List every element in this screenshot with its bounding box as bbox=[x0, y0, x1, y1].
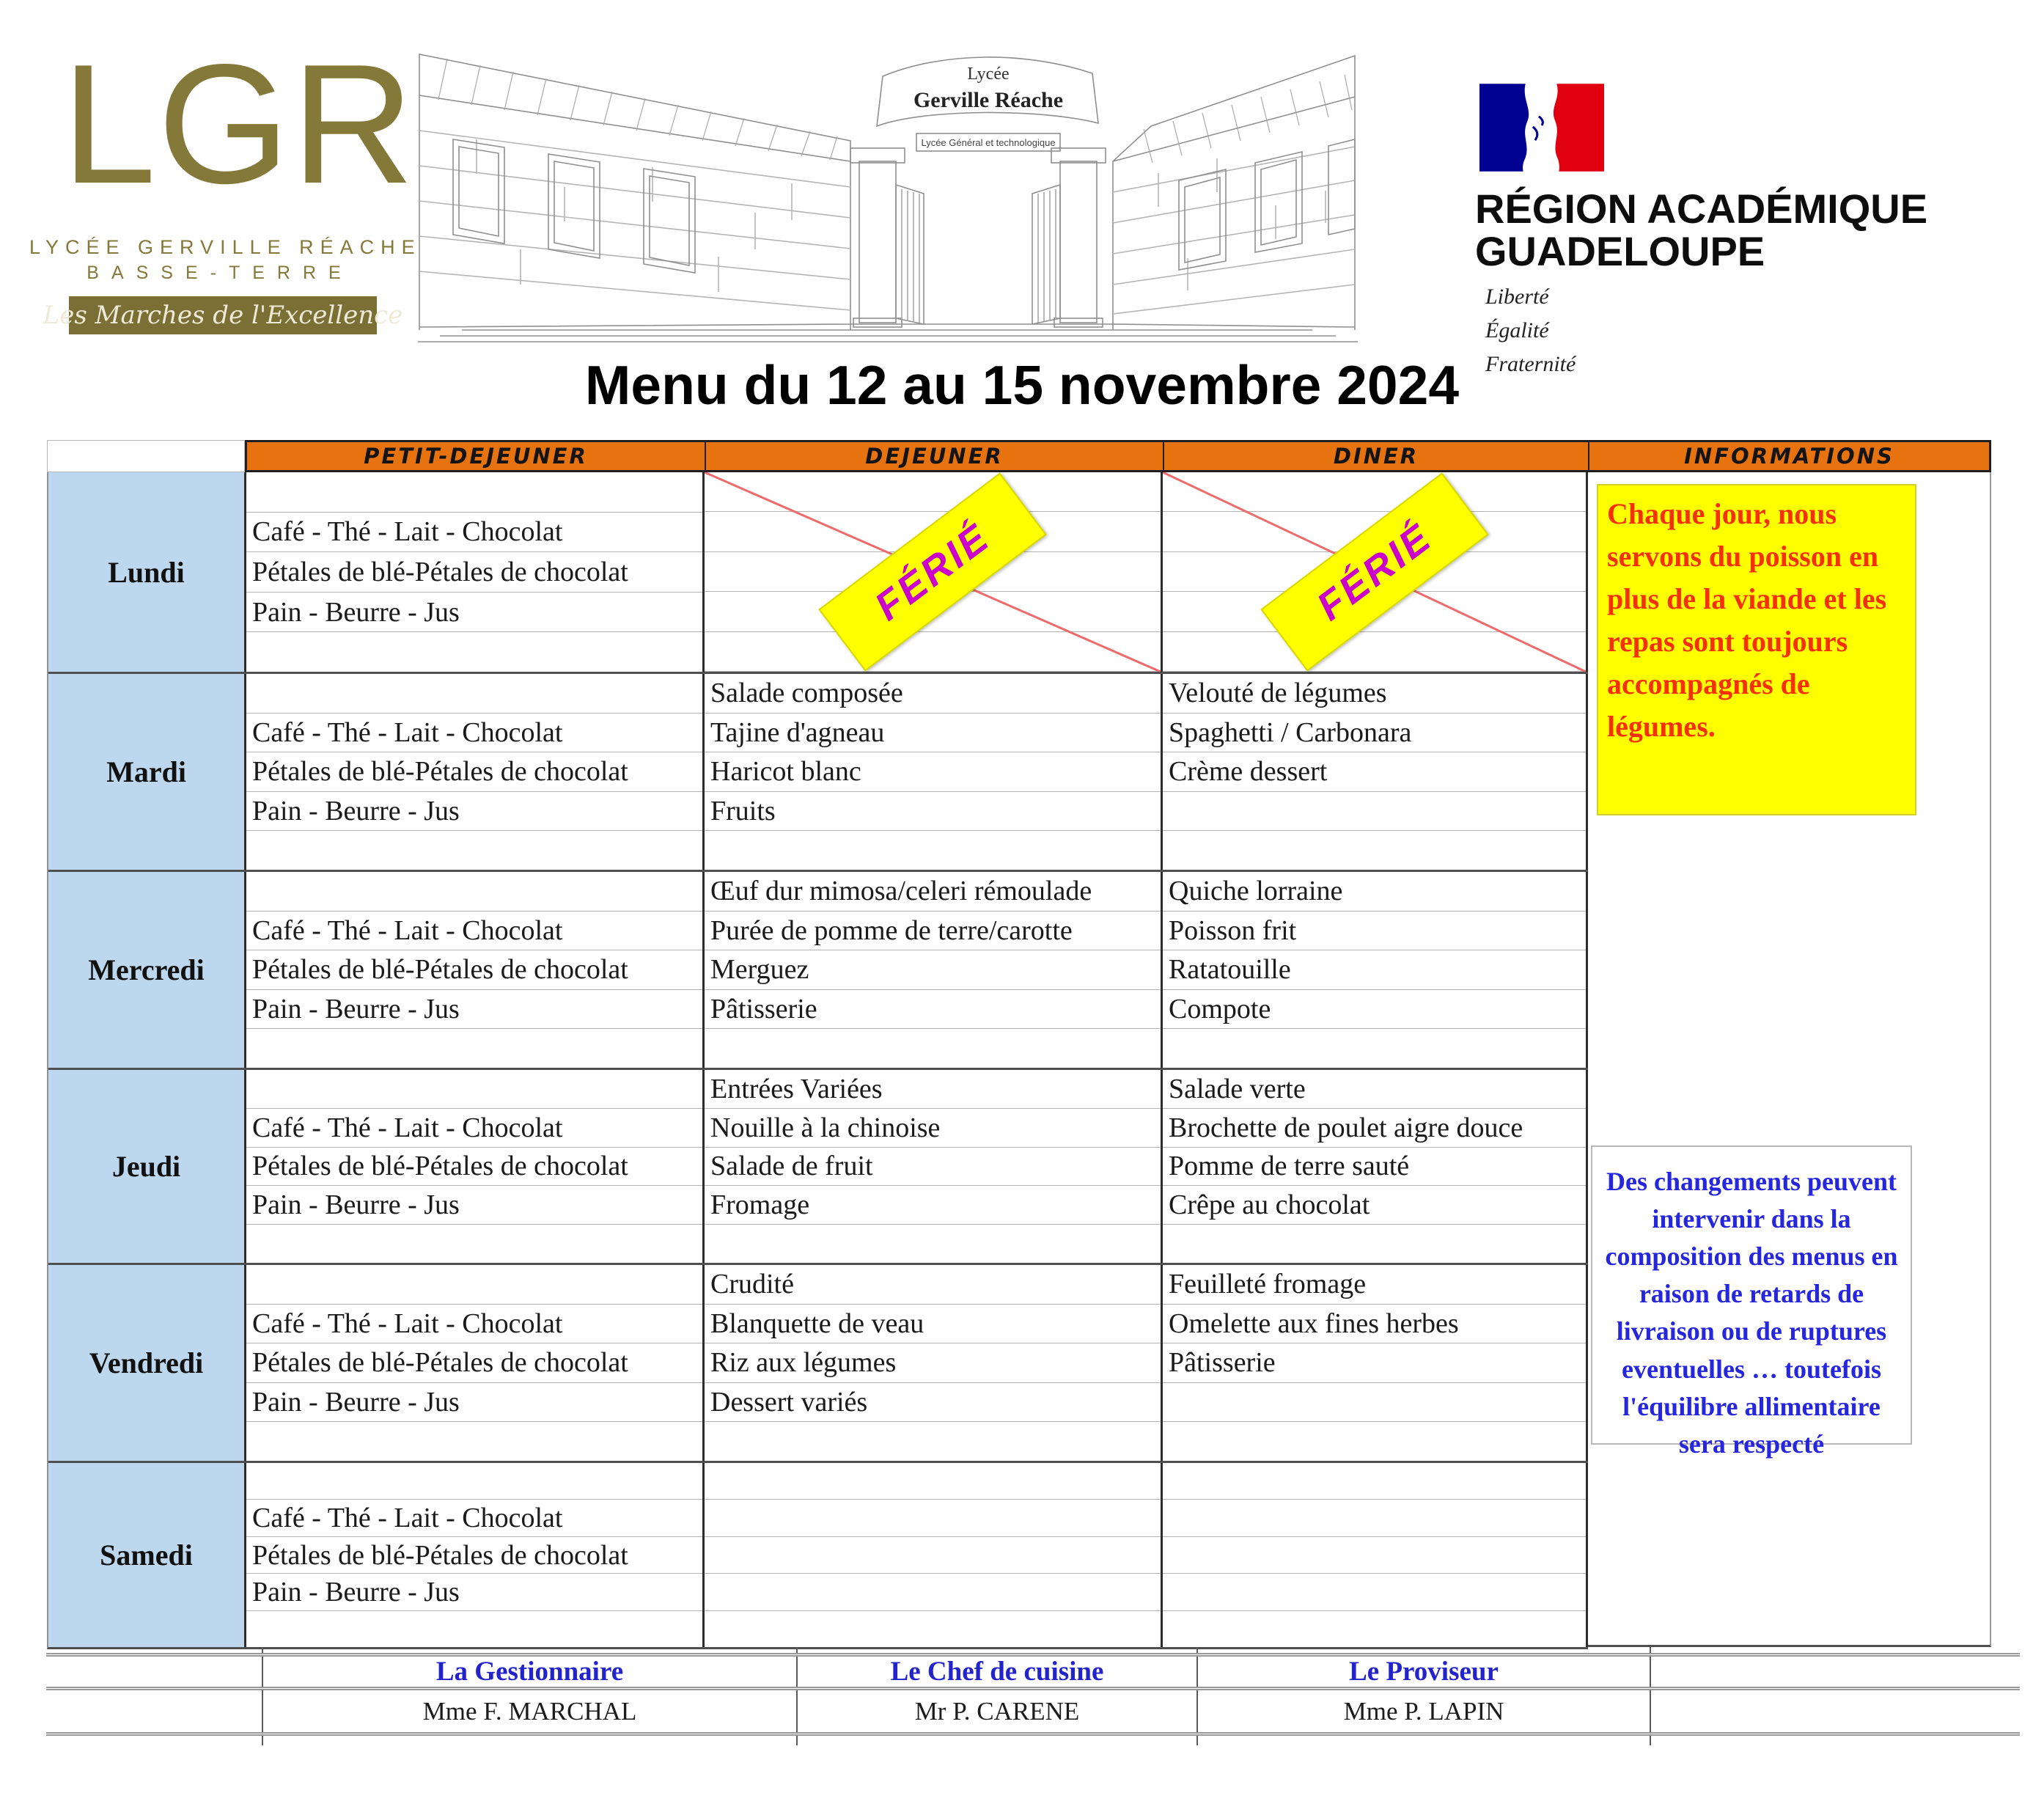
menu-item: Café - Thé - Lait - Chocolat bbox=[246, 1305, 702, 1344]
menu-item: Ratatouille bbox=[1163, 950, 1586, 990]
footer-cell bbox=[46, 1657, 262, 1687]
footer-spacer-row bbox=[46, 1647, 2020, 1653]
role-gestionnaire: La Gestionnaire bbox=[262, 1657, 796, 1687]
menu-item: Café - Thé - Lait - Chocolat bbox=[246, 513, 702, 553]
menu-item: Pain - Beurre - Jus bbox=[246, 1383, 702, 1423]
menu-item: Crudité bbox=[705, 1265, 1161, 1305]
footer-cell bbox=[46, 1690, 262, 1732]
footer-cell bbox=[1650, 1736, 2020, 1745]
menu-item: Pétales de blé-Pétales de chocolat bbox=[246, 1343, 702, 1383]
ferie-label: FÉRIÉ bbox=[867, 515, 999, 629]
school-motto: Les Marches de l'Excellence bbox=[43, 301, 403, 330]
day-cell: Mercredi bbox=[48, 872, 246, 1068]
menu-item bbox=[1163, 1422, 1586, 1461]
menu-item bbox=[1163, 1383, 1586, 1423]
menu-item: Dessert variés bbox=[705, 1383, 1161, 1423]
breakfast-cell bbox=[246, 1463, 705, 1647]
region-academique-line2: GUADELOUPE bbox=[1475, 228, 1765, 274]
signature-gestionnaire: Mme F. MARCHAL bbox=[262, 1690, 796, 1732]
menu-item bbox=[1163, 1500, 1586, 1536]
menu-item: Pain - Beurre - Jus bbox=[246, 1186, 702, 1225]
menu-item: Poisson frit bbox=[1163, 912, 1586, 951]
menu-item: Salade composée bbox=[705, 674, 1161, 714]
menu-item: Salade verte bbox=[1163, 1070, 1586, 1109]
lgr-logo: LGR bbox=[62, 29, 416, 219]
gate-sign-top: Lycée bbox=[967, 65, 1010, 84]
menu-item bbox=[705, 831, 1161, 870]
menu-table bbox=[47, 440, 1991, 1649]
menu-item: Crème dessert bbox=[1163, 752, 1586, 792]
menu-rows bbox=[47, 472, 1588, 1649]
menu-item bbox=[246, 1225, 702, 1263]
lunch-cell bbox=[705, 872, 1163, 1068]
gate-sign-sub: Lycée Général et technologique bbox=[921, 137, 1056, 148]
footer-names-row bbox=[46, 1687, 2020, 1732]
menu-item bbox=[1163, 1611, 1586, 1647]
lunch-cell-ferie bbox=[705, 472, 1163, 672]
day-column-header-empty bbox=[47, 440, 245, 472]
menu-item bbox=[246, 831, 702, 870]
breakfast-cell bbox=[246, 872, 705, 1068]
signature-proviseur: Mme P. LAPIN bbox=[1196, 1690, 1650, 1732]
menu-item bbox=[246, 1611, 702, 1647]
menu-item: Pétales de blé-Pétales de chocolat bbox=[246, 1537, 702, 1574]
menu-item bbox=[246, 1070, 702, 1109]
menu-item: Compote bbox=[1163, 990, 1586, 1030]
breakfast-cell bbox=[246, 472, 705, 672]
dinner-cell bbox=[1163, 872, 1588, 1068]
menu-item bbox=[246, 1029, 702, 1068]
menu-item: Crêpe au chocolat bbox=[1163, 1186, 1586, 1225]
menu-item: Pâtisserie bbox=[1163, 1343, 1586, 1383]
menu-item: Café - Thé - Lait - Chocolat bbox=[246, 1500, 702, 1536]
day-row-jeudi bbox=[48, 1068, 1588, 1263]
breakfast-cell bbox=[246, 1070, 705, 1263]
menu-item: Haricot blanc bbox=[705, 752, 1161, 792]
role-proviseur: Le Proviseur bbox=[1196, 1657, 1650, 1687]
menu-item: Pétales de blé-Pétales de chocolat bbox=[246, 552, 702, 593]
menu-item: Pétales de blé-Pétales de chocolat bbox=[246, 950, 702, 990]
school-building-drawing bbox=[411, 37, 1364, 345]
footer-cell bbox=[796, 1647, 1196, 1653]
day-row-mercredi bbox=[48, 870, 1588, 1068]
menu-item: Pain - Beurre - Jus bbox=[246, 593, 702, 633]
footer-roles-row bbox=[46, 1653, 2020, 1687]
motto-liberte: Liberté bbox=[1485, 285, 1549, 309]
col-header-petit-dejeuner: PETIT-DEJEUNER bbox=[247, 442, 705, 470]
menu-item: Quiche lorraine bbox=[1163, 872, 1586, 912]
dinner-cell bbox=[1163, 674, 1588, 870]
menu-item: Pétales de blé-Pétales de chocolat bbox=[246, 1148, 702, 1187]
menu-item bbox=[1163, 1537, 1586, 1574]
ferie-label: FÉRIÉ bbox=[1308, 515, 1441, 629]
menu-item bbox=[705, 1537, 1161, 1574]
menu-item: Pain - Beurre - Jus bbox=[246, 990, 702, 1030]
menu-item: Café - Thé - Lait - Chocolat bbox=[246, 912, 702, 951]
menu-item bbox=[246, 1422, 702, 1461]
menu-item: Purée de pomme de terre/carotte bbox=[705, 912, 1161, 951]
menu-item bbox=[246, 1463, 702, 1500]
day-cell: Mardi bbox=[48, 674, 246, 870]
menu-item: Pain - Beurre - Jus bbox=[246, 792, 702, 832]
day-row-samedi bbox=[48, 1461, 1588, 1647]
col-header-diner: DINER bbox=[1163, 442, 1588, 470]
school-motto-banner bbox=[43, 296, 403, 334]
menu-item: Pain - Beurre - Jus bbox=[246, 1574, 702, 1610]
footer-cell bbox=[796, 1736, 1196, 1745]
signature-chef-de-cuisine: Mr P. CARENE bbox=[796, 1690, 1196, 1732]
dinner-cell bbox=[1163, 1070, 1588, 1263]
school-city: BASSE-TERRE bbox=[87, 263, 353, 283]
menu-item bbox=[705, 1029, 1161, 1068]
lunch-cell bbox=[705, 1265, 1163, 1461]
footer-cell bbox=[1650, 1647, 2020, 1653]
day-cell: Vendredi bbox=[48, 1265, 246, 1461]
menu-item bbox=[1163, 1225, 1586, 1263]
menu-item: Pâtisserie bbox=[705, 990, 1161, 1030]
day-cell: Samedi bbox=[48, 1463, 246, 1647]
dinner-cell bbox=[1163, 1463, 1588, 1647]
col-header-dejeuner: DEJEUNER bbox=[705, 442, 1163, 470]
lunch-cell bbox=[705, 1070, 1163, 1263]
day-row-vendredi bbox=[48, 1263, 1588, 1461]
day-cell: Lundi bbox=[48, 472, 246, 672]
signatures-footer bbox=[46, 1647, 2020, 1745]
meal-headers bbox=[245, 440, 1991, 472]
menu-item bbox=[705, 1574, 1161, 1610]
footer-cell bbox=[262, 1647, 796, 1653]
dinner-cell bbox=[1163, 1265, 1588, 1461]
menu-item: Omelette aux fines herbes bbox=[1163, 1305, 1586, 1344]
menu-item: Blanquette de veau bbox=[705, 1305, 1161, 1344]
menu-item bbox=[705, 1422, 1161, 1461]
menu-item bbox=[705, 1463, 1161, 1500]
region-academique-line1: RÉGION ACADÉMIQUE bbox=[1475, 186, 1928, 232]
motto-egalite: Égalité bbox=[1485, 318, 1549, 342]
table-header-row bbox=[47, 440, 1991, 472]
menu-item bbox=[1163, 792, 1586, 832]
menu-item bbox=[246, 872, 702, 912]
menu-item: Entrées Variées bbox=[705, 1070, 1161, 1109]
footer-cell bbox=[1196, 1647, 1650, 1653]
menu-item bbox=[1163, 1574, 1586, 1610]
lunch-cell bbox=[705, 674, 1163, 870]
menu-item: Spaghetti / Carbonara bbox=[1163, 714, 1586, 753]
footer-cell bbox=[1196, 1736, 1650, 1745]
menu-item bbox=[705, 1611, 1161, 1647]
footer-cell bbox=[1650, 1690, 2020, 1732]
menu-item: Merguez bbox=[705, 950, 1161, 990]
fish-note: Chaque jour, nous servons du poisson en plus de la viande et les repas sont toujours accompagnés de légumes. bbox=[1597, 484, 1916, 815]
motto-fraternite: Fraternité bbox=[1485, 352, 1576, 376]
french-republic-flag-icon bbox=[1479, 84, 1604, 172]
footer-end-row bbox=[46, 1732, 2020, 1745]
menu-item: Salade de fruit bbox=[705, 1148, 1161, 1187]
role-chef-de-cuisine: Le Chef de cuisine bbox=[796, 1657, 1196, 1687]
menu-item: Fromage bbox=[705, 1186, 1161, 1225]
menu-item: Tajine d'agneau bbox=[705, 714, 1161, 753]
menu-item bbox=[1163, 1029, 1586, 1068]
breakfast-cell bbox=[246, 674, 705, 870]
menu-item bbox=[705, 1500, 1161, 1536]
menu-item: Riz aux légumes bbox=[705, 1343, 1161, 1383]
menu-item: Pomme de terre sauté bbox=[1163, 1148, 1586, 1187]
page-title: Menu du 12 au 15 novembre 2024 bbox=[584, 354, 1460, 416]
school-name: LYCÉE GERVILLE RÉACHE bbox=[29, 236, 422, 258]
dinner-cell-ferie bbox=[1163, 472, 1588, 672]
col-header-informations: INFORMATIONS bbox=[1588, 442, 1989, 470]
menu-item: Œuf dur mimosa/celeri rémoulade bbox=[705, 872, 1161, 912]
menu-item: Café - Thé - Lait - Chocolat bbox=[246, 1109, 702, 1148]
day-cell: Jeudi bbox=[48, 1070, 246, 1263]
menu-item: Feuilleté fromage bbox=[1163, 1265, 1586, 1305]
menu-item bbox=[246, 472, 702, 513]
footer-cell bbox=[1650, 1657, 2020, 1687]
menu-item: Pétales de blé-Pétales de chocolat bbox=[246, 752, 702, 792]
menu-item bbox=[1163, 1463, 1586, 1500]
gate-sign-name: Gerville Réache bbox=[913, 88, 1064, 112]
menu-item: Café - Thé - Lait - Chocolat bbox=[246, 714, 702, 753]
menu-item: Nouille à la chinoise bbox=[705, 1109, 1161, 1148]
changes-note: Des changements peuvent intervenir dans la composition des menus en raison de retards de livraison ou de ruptures eventuelles … toutefois l'équilibre allimentaire sera respecté bbox=[1591, 1145, 1912, 1445]
menu-item bbox=[246, 1265, 702, 1305]
footer-cell bbox=[46, 1736, 262, 1745]
menu-item: Brochette de poulet aigre douce bbox=[1163, 1109, 1586, 1148]
day-row-lundi bbox=[48, 472, 1588, 672]
day-row-mardi bbox=[48, 672, 1588, 870]
footer-cell bbox=[46, 1647, 262, 1653]
footer-cell bbox=[262, 1736, 796, 1745]
menu-item: Velouté de légumes bbox=[1163, 674, 1586, 714]
lunch-cell bbox=[705, 1463, 1163, 1647]
menu-item bbox=[1163, 831, 1586, 870]
informations-column bbox=[1588, 472, 1991, 1647]
breakfast-cell bbox=[246, 1265, 705, 1461]
menu-item bbox=[705, 1225, 1161, 1263]
menu-item: Fruits bbox=[705, 792, 1161, 832]
menu-item bbox=[246, 632, 702, 672]
menu-item bbox=[246, 674, 702, 714]
